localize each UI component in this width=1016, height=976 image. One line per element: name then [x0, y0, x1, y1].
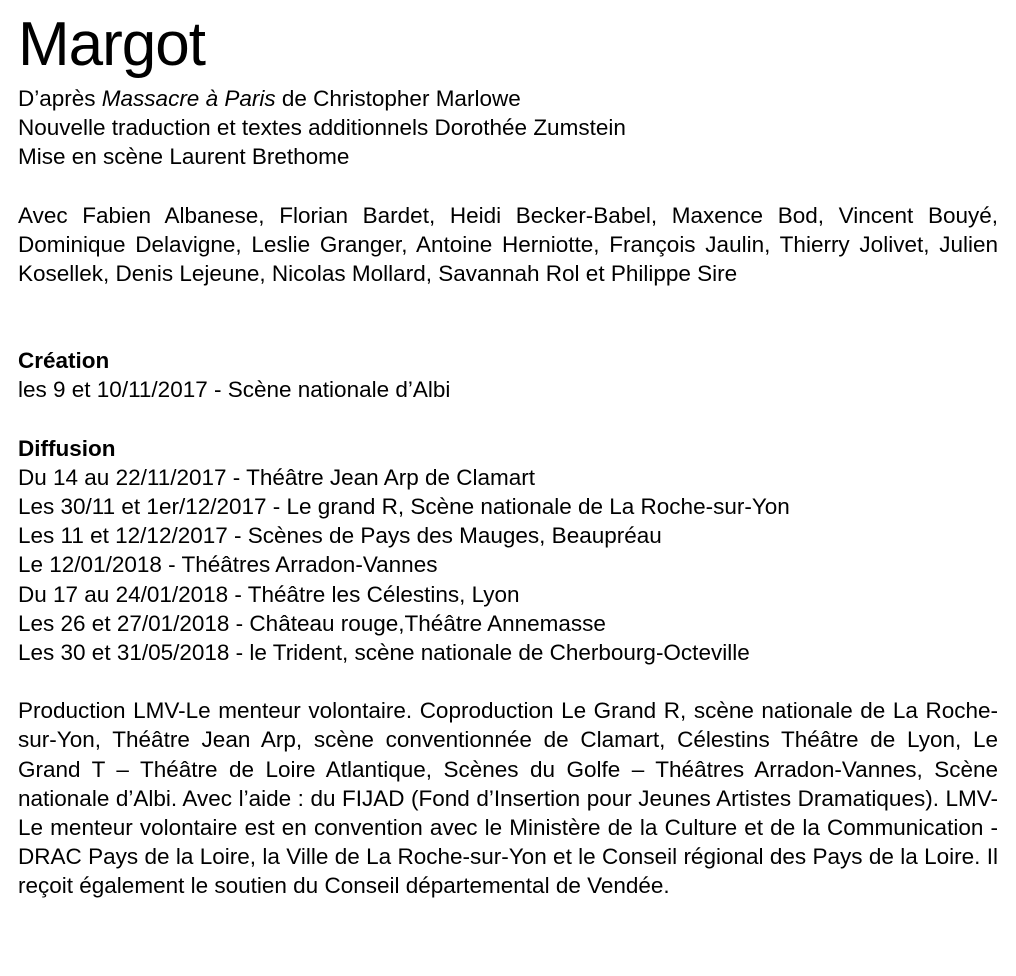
- credit-after-suffix: de Christopher Marlowe: [275, 86, 521, 111]
- diffusion-line: Du 14 au 22/11/2017 - Théâtre Jean Arp de Clamart: [18, 464, 535, 490]
- spacer: [18, 405, 998, 434]
- diffusion-line: Du 17 au 24/01/2018 - Théâtre les Célestins, Lyon: [18, 581, 520, 607]
- diffusion-line: Le 12/01/2018 - Théâtres Arradon-Vannes: [18, 552, 438, 578]
- creation-heading: Création: [18, 348, 110, 374]
- diffusion-line: Les 30 et 31/05/2018 - le Trident, scène nationale de Cherbourg-Octeville: [18, 640, 750, 666]
- production-paragraph: Production LMV-Le menteur volontaire. Coproduction Le Grand R, scène nationale de La Roche-sur-Yon, Théâtre Jean Arp, scène conventionnée de Clamart, Célestins Théâtre de Lyon, Le Grand T – Théâtre de Loire Atlantique, Scènes du Golfe – Théâtres Arradon-Vannes, Scène nationale d’Albi. Avec l’aide : du FIJAD (Fond d’Insertion pour Jeunes Artistes Dramatiques). LMV-Le menteur volontaire est en convention avec le Ministère de la Culture et de la Communication - DRAC Pays de la Loire, la Ville de La Roche-sur-Yon et le Conseil régional des Pays de la Loire. Il reçoit également le soutien du Conseil départemental de Vendée.: [18, 698, 998, 899]
- diffusion-line: Les 30/11 et 1er/12/2017 - Le grand R, Scène nationale de La Roche-sur-Yon: [18, 494, 790, 520]
- spacer: [18, 288, 998, 346]
- creation-line: les 9 et 10/11/2017 - Scène nationale d’Albi: [18, 377, 451, 403]
- page-title: Margot: [18, 10, 205, 79]
- credit-after-prefix: D’après: [18, 86, 102, 111]
- spacer: [18, 667, 998, 696]
- diffusion-line: Les 26 et 27/01/2018 - Château rouge,Théâtre Annemasse: [18, 610, 606, 636]
- cast-paragraph: Avec Fabien Albanese, Florian Bardet, Heidi Becker-Babel, Maxence Bod, Vincent Bouyé, Dominique Delavigne, Leslie Granger, Antoine Herniotte, François Jaulin, Thierry Jolivet, Julien Kosellek, Denis Lejeune, Nicolas Mollard, Savannah Rol et Philippe Sire: [18, 202, 998, 287]
- diffusion-heading: Diffusion: [18, 435, 116, 461]
- credit-translation: Nouvelle traduction et textes additionnels Dorothée Zumstein: [18, 115, 626, 141]
- credit-after-work: Massacre à Paris: [101, 86, 276, 111]
- credit-direction: Mise en scène Laurent Brethome: [18, 144, 350, 170]
- diffusion-line: Les 11 et 12/12/2017 - Scènes de Pays des Mauges, Beaupréau: [18, 523, 662, 549]
- spacer: [18, 172, 998, 201]
- credit-after: [18, 84, 998, 113]
